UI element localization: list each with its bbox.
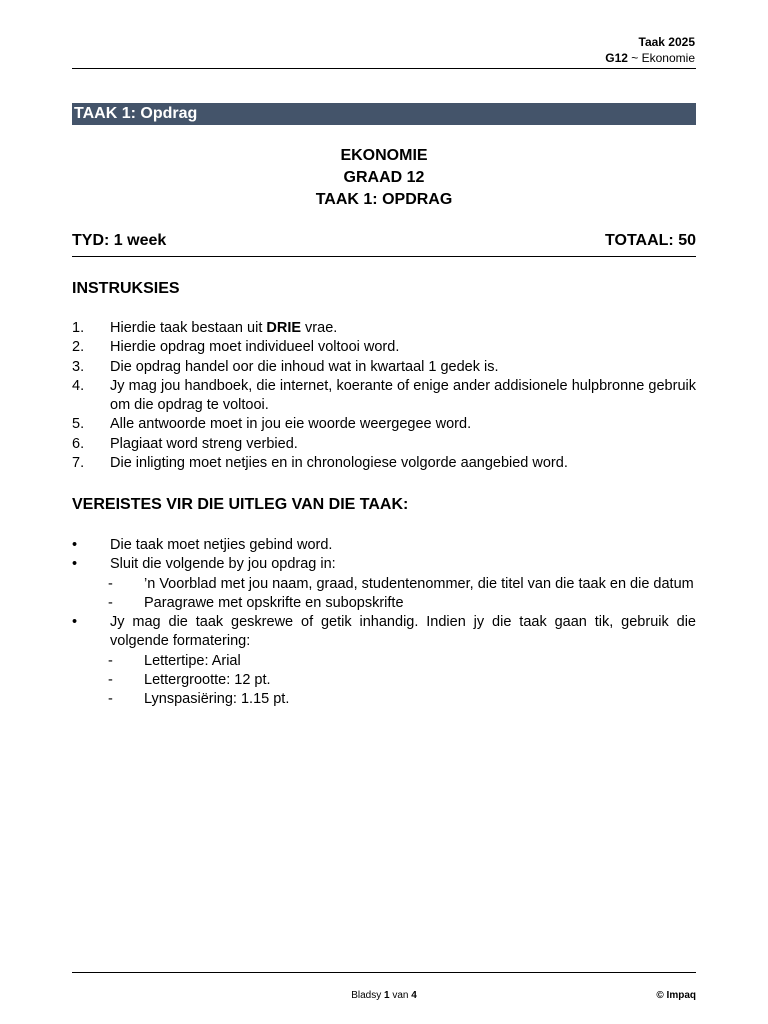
bullet-item: • Jy mag die taak geskrewe of getik inhandig. Indien jy die taak gaan tik, gebruik die volgende formatering: [72,614,696,650]
instructions-list [72,319,696,473]
requirements-list [72,536,696,710]
page-number: Bladsy 1 van 4 [351,990,417,1001]
list-item: 1. Hierdie taak bestaan uit DRIE vrae. [72,320,338,336]
list-item: 4. Jy mag jou handboek, die internet, koerante of enige ander addisionele hulpbronne gebruik om die opdrag te voltooi. [72,377,696,414]
copyright: © Impaq [656,990,696,1001]
title-grade: GRAAD 12 [343,169,425,186]
sub-item: - Lettertipe: Arial [108,652,241,669]
header-task: Taak 2025 [638,35,695,49]
header-divider [72,68,696,69]
title-task: TAAK 1: OPDRAG [315,191,453,208]
sub-item: - Lettergrootte: 12 pt. [108,672,271,689]
footer-divider [72,972,696,973]
sub-item: - Paragrawe met opskrifte en subopskrifte [108,594,404,611]
list-item: 2. Hierdie opdrag moet individueel voltooi word. [72,339,400,356]
sub-item: - Lynspasiëring: 1.15 pt. [108,691,290,708]
sub-item: - ’n Voorblad met jou naam, graad, studentenommer, die titel van die taak en die datum [108,575,694,592]
title-subject: EKONOMIE [340,147,428,164]
list-item: 5. Alle antwoorde moet in jou eie woorde weergegee word. [72,416,472,433]
list-item: 3. Die opdrag handel oor die inhoud wat in kwartaal 1 gedek is. [72,358,499,375]
total-label: TOTAAL: 50 [605,232,696,249]
document-title [72,145,696,211]
list-item: 6. Plagiaat word streng verbied. [72,435,298,452]
bullet-item: • Die taak moet netjies gebind word. [72,537,333,553]
section-banner: TAAK 1: Opdrag [72,103,696,125]
instructions-heading: INSTRUKSIES [72,280,180,297]
list-item: 7. Die inligting moet netjies en in chronologiese volgorde aangebied word. [72,455,568,472]
title-divider [72,256,696,257]
time-label: TYD: 1 week [72,232,167,249]
header-grade-subject: G12 ~ Ekonomie [605,51,695,65]
bullet-item: • Sluit die volgende by jou opdrag in: [72,556,336,573]
page-header [605,34,695,66]
requirements-heading: VEREISTES VIR DIE UITLEG VAN DIE TAAK: [72,496,409,513]
